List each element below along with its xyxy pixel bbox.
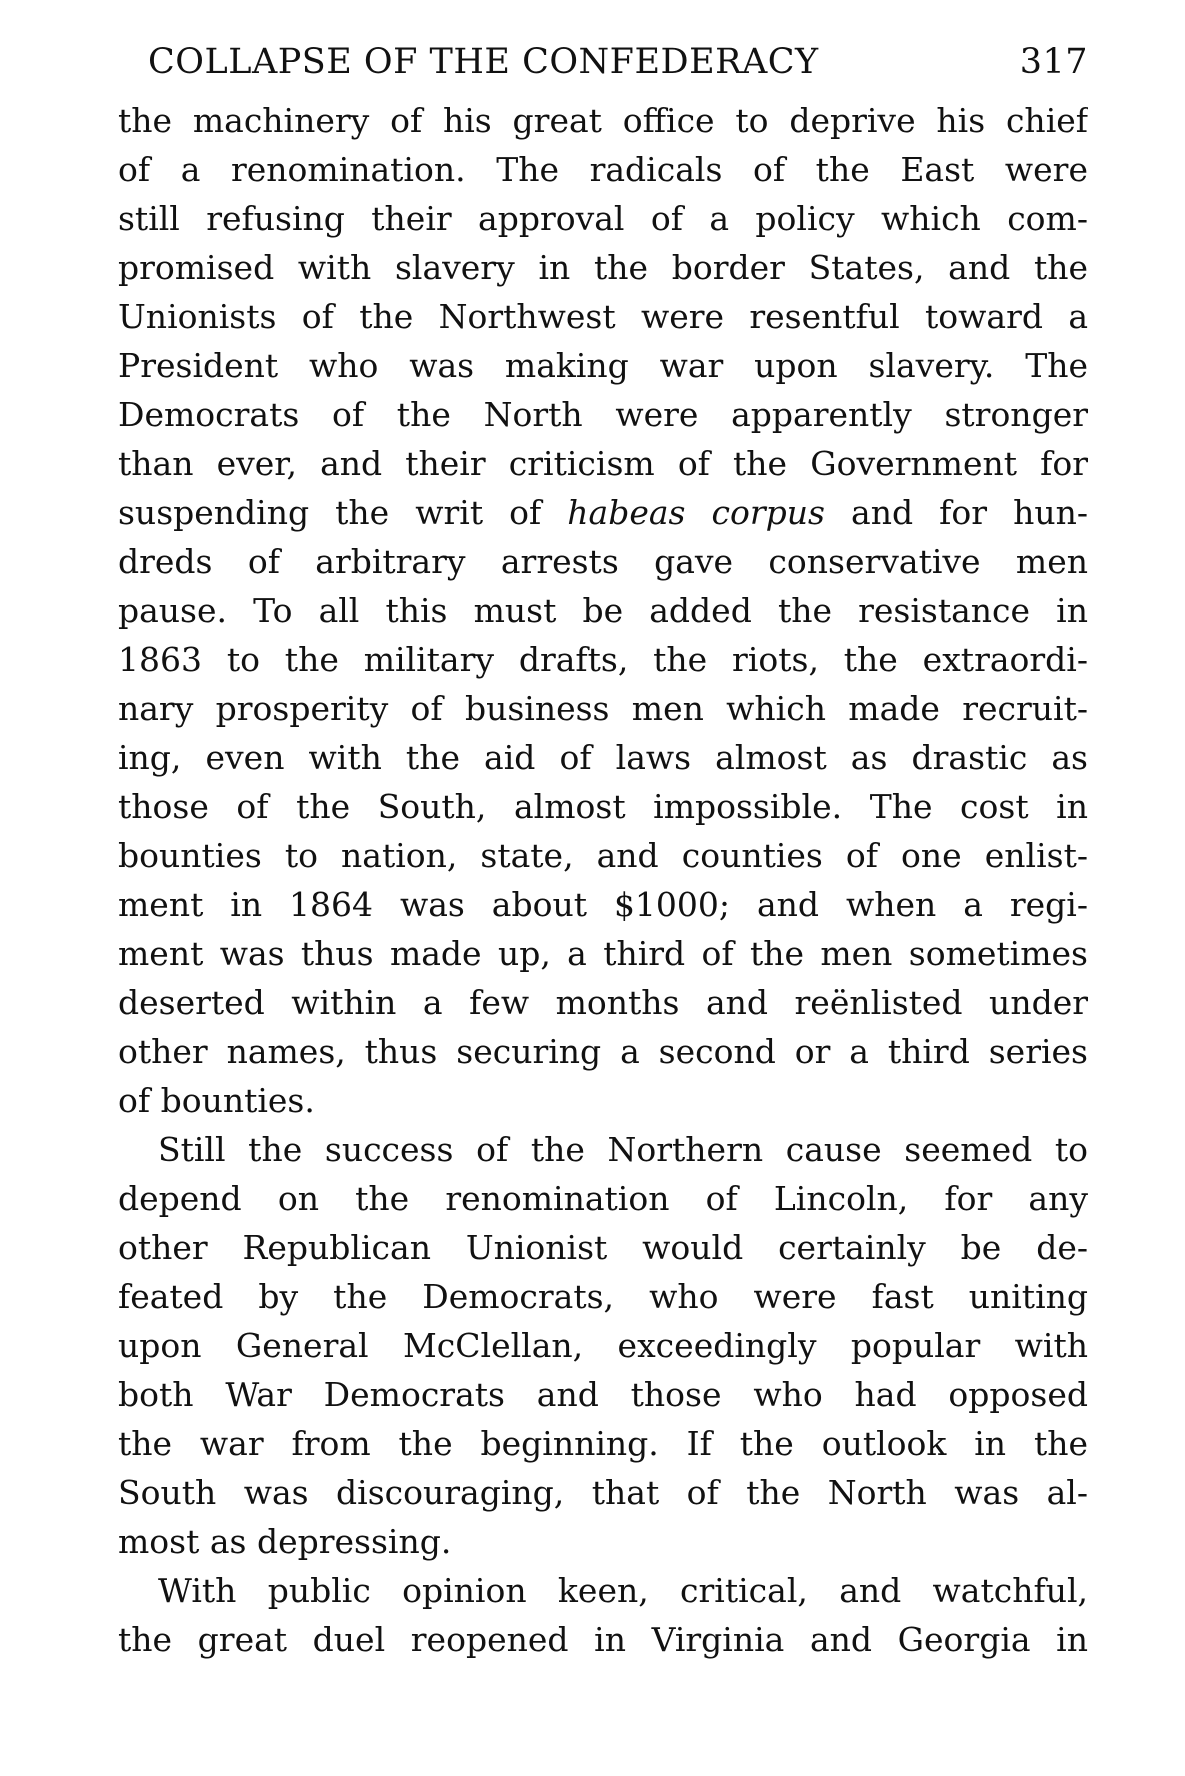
text-line [118,537,1088,586]
text-run: of a renomination. The radicals of the East were [118,150,1088,189]
text-run: both War Democrats and those who had opposed [118,1375,1088,1414]
text-line [118,586,1088,635]
text-run: the machinery of his great office to deprive his chief [118,101,1088,140]
text-run: President who was making war upon slavery. The [118,346,1088,385]
text-line [118,1027,1088,1076]
text-line [118,684,1088,733]
text-run: Still the success of the Northern cause seemed to [158,1130,1088,1169]
text-line [118,1419,1088,1468]
text-run: feated by the Democrats, who were fast uniting [118,1277,1088,1316]
paragraph [118,1566,1088,1664]
text-line [118,390,1088,439]
text-run: ing, even with the aid of laws almost as drastic as [118,738,1088,777]
text-run: still refusing their approval of a policy which com- [118,199,1088,238]
text-run: Unionists of the Northwest were resentful toward a [118,297,1088,336]
text-line [118,782,1088,831]
text-run: other names, thus securing a second or a third series [118,1032,1088,1071]
text-run: those of the South, almost impossible. The cost in [118,787,1088,826]
text-run: than ever, and their criticism of the Government for [118,444,1088,483]
text-run: deserted within a few months and reënlisted under [118,983,1088,1022]
italic-text: habeas corpus [567,493,825,532]
text-line [118,831,1088,880]
text-run: suspending the writ of [118,493,568,532]
text-run: 1863 to the military drafts, the riots, the extraordi- [118,640,1088,679]
text-line [118,292,1088,341]
text-line [118,1615,1088,1664]
chapter-title: COLLAPSE OF THE CONFEDERACY [148,42,819,82]
text-run: pause. To all this must be added the resistance in [118,591,1088,630]
text-run: ment was thus made up, a third of the men sometimes [118,934,1088,973]
text-line [118,880,1088,929]
text-run: other Republican Unionist would certainly be de- [118,1228,1088,1267]
text-line [118,439,1088,488]
text-run: the war from the beginning. If the outlook in the [118,1424,1088,1463]
text-run: dreds of arbitrary arrests gave conservative men [118,542,1088,581]
text-line [118,194,1088,243]
paragraph [118,1125,1088,1566]
text-line [118,635,1088,684]
text-run: With public opinion keen, critical, and watchful, [158,1571,1088,1610]
paragraph [118,96,1088,1125]
text-line [118,1321,1088,1370]
text-line [118,145,1088,194]
text-run: upon General McClellan, exceedingly popular with [118,1326,1088,1365]
running-head [148,34,1088,90]
text-run: bounties to nation, state, and counties of one enlist- [118,836,1088,875]
text-line [118,488,1088,537]
text-run: and for hun- [825,493,1088,532]
text-line [118,1566,1088,1615]
text-run: South was discouraging, that of the North was al- [118,1473,1088,1512]
text-run: nary prosperity of business men which made recruit- [118,689,1088,728]
text-line [118,96,1088,145]
text-line [118,1370,1088,1419]
text-line [118,1272,1088,1321]
text-line [118,243,1088,292]
text-line [118,341,1088,390]
body-text [118,96,1088,1664]
text-run: Democrats of the North were apparently stronger [118,395,1088,434]
text-run: most as depressing. [118,1522,452,1561]
text-line [118,1076,1088,1125]
text-line [118,733,1088,782]
text-run: depend on the renomination of Lincoln, for any [118,1179,1088,1218]
text-line [118,1468,1088,1517]
text-line [118,1223,1088,1272]
text-line [118,929,1088,978]
page-number: 317 [1019,42,1088,82]
text-line [118,1517,1088,1566]
text-run: of bounties. [118,1081,315,1120]
text-run: ment in 1864 was about $1000; and when a regi- [118,885,1088,924]
text-line [118,1125,1088,1174]
text-run: the great duel reopened in Virginia and Georgia in [118,1620,1088,1659]
text-run: promised with slavery in the border States, and the [118,248,1088,287]
text-line [118,978,1088,1027]
text-line [118,1174,1088,1223]
